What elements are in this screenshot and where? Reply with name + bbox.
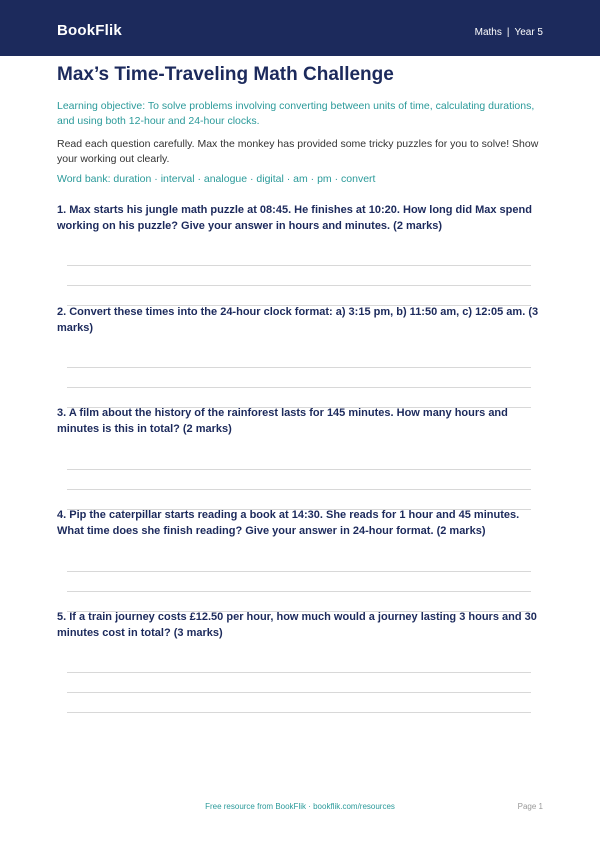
question-1: 1. Max starts his jungle math puzzle at 08:45. He finishes at 10:20. How long did Max spend working on his puzzle? Give your answer in hours and minutes. (2 marks) (57, 204, 532, 232)
answer-line[interactable] (67, 387, 531, 388)
answer-line[interactable] (67, 285, 531, 286)
answer-line[interactable] (67, 571, 531, 572)
answer-line[interactable] (67, 469, 531, 470)
answer-line[interactable] (67, 489, 531, 490)
answer-line[interactable] (67, 712, 531, 713)
question-2: 2. Convert these times into the 24-hour clock format: a) 3:15 pm, b) 11:50 am, c) 12:05 am. (3 marks) (57, 306, 539, 334)
meta-separator: | (506, 27, 510, 38)
learning-objective: Learning objective: To solve problems involving converting between units of time, calculating durations, and using both 12-hour and 24-hour clocks. (57, 100, 535, 127)
question-4: 4. Pip the caterpillar starts reading a book at 14:30. She reads for 1 hour and 45 minutes. What time does she finish reading? Give your answer in 24-hour format. (2 marks) (57, 509, 520, 537)
question-5: 5. If a train journey costs £12.50 per hour, how much would a journey lasting 3 hours and 30 minutes cost in total? (3 marks) (57, 611, 537, 639)
answer-line[interactable] (67, 692, 531, 693)
year-label: Year 5 (514, 27, 543, 38)
footer-resource-link[interactable]: Free resource from BookFlik · bookflik.com/resources (205, 802, 395, 811)
instructions: Read each question carefully. Max the monkey has provided some tricky puzzles for you to solve! Show your working out clearly. (57, 138, 539, 165)
question-3: 3. A film about the history of the rainforest lasts for 145 minutes. How many hours and minutes is this in total? (2 marks) (57, 407, 508, 435)
subject-label: Maths (474, 27, 502, 38)
answer-line[interactable] (67, 672, 531, 673)
page-title: Max’s Time-Traveling Math Challenge (57, 64, 394, 85)
answer-line[interactable] (67, 591, 531, 592)
word-bank: Word bank: duration · interval · analogue · digital · am · pm · convert (57, 173, 376, 185)
brand-logo[interactable]: BookFlik (57, 22, 122, 39)
answer-line[interactable] (67, 265, 531, 266)
header-meta (475, 27, 543, 38)
header-bar (0, 0, 600, 56)
page-number: Page 1 (517, 802, 543, 811)
answer-line[interactable] (67, 367, 531, 368)
